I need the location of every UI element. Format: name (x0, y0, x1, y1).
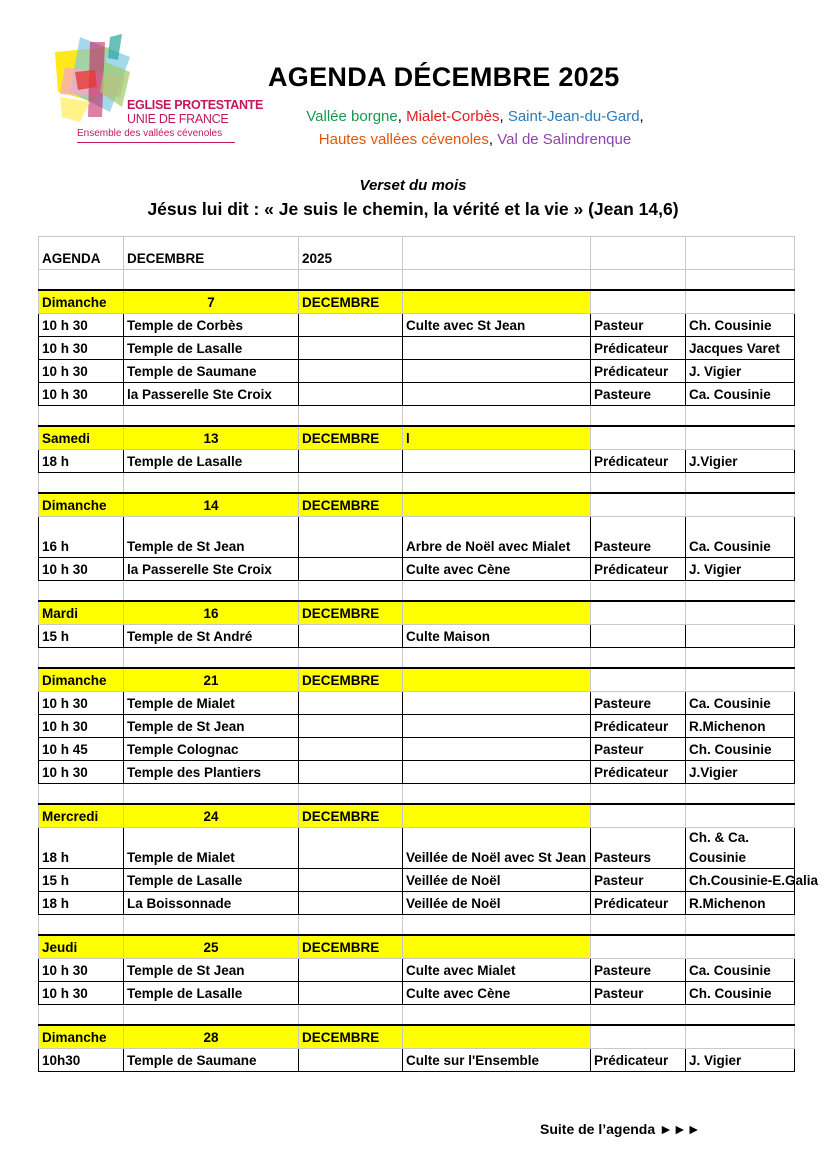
day-note (403, 1025, 591, 1049)
empty-cell (299, 360, 403, 383)
event-time: 10 h 30 (39, 715, 124, 738)
empty-cell (686, 406, 795, 427)
event-time: 18 h (39, 828, 124, 869)
empty-cell (299, 892, 403, 915)
spacer-row (39, 648, 795, 669)
event-role: Pasteur (591, 982, 686, 1005)
day-date: 21 (124, 668, 299, 692)
event-role: Pasteur (591, 314, 686, 337)
event-role: Pasteure (591, 692, 686, 715)
event-place: Temple de St Jean (124, 959, 299, 982)
empty-cell (403, 915, 591, 936)
spacer-row (39, 784, 795, 805)
agenda-table (38, 236, 819, 1072)
empty-cell (299, 1049, 403, 1072)
empty-cell (39, 784, 124, 805)
day-date: 16 (124, 601, 299, 625)
separator: , (397, 108, 402, 125)
empty-cell (124, 473, 299, 494)
event-time: 16 h (39, 517, 124, 558)
empty-cell (686, 915, 795, 936)
event-person: Jacques Varet (686, 337, 795, 360)
event-row (39, 692, 795, 715)
event-title: Culte avec St Jean (403, 314, 591, 337)
event-row (39, 738, 795, 761)
event-place: Temple de St Jean (124, 517, 299, 558)
empty-cell (39, 915, 124, 936)
empty-cell (299, 517, 403, 558)
empty-cell (299, 314, 403, 337)
day-date: 14 (124, 493, 299, 517)
event-time: 10 h 30 (39, 959, 124, 982)
event-place: Temple de Lasalle (124, 337, 299, 360)
event-place: Temple des Plantiers (124, 761, 299, 784)
empty-cell (299, 959, 403, 982)
event-title: Culte avec Mialet (403, 959, 591, 982)
day-month: DECEMBRE (299, 668, 403, 692)
day-note (403, 493, 591, 517)
event-time: 10 h 30 (39, 692, 124, 715)
empty-cell (686, 601, 795, 625)
event-person: J.Vigier (686, 450, 795, 473)
empty-cell (686, 426, 795, 450)
event-role: Prédicateur (591, 450, 686, 473)
event-row (39, 383, 795, 406)
event-row (39, 761, 795, 784)
event-row (39, 892, 795, 915)
empty-cell (591, 935, 686, 959)
event-title (403, 450, 591, 473)
event-row (39, 959, 795, 982)
day-row (39, 601, 795, 625)
event-row (39, 869, 795, 892)
day-note (403, 668, 591, 692)
empty-cell (39, 581, 124, 602)
empty-cell (124, 915, 299, 936)
empty-cell (299, 715, 403, 738)
verse-title: Verset du mois (359, 177, 467, 194)
empty-cell (299, 915, 403, 936)
event-place: Temple de St André (124, 625, 299, 648)
spacer-row (39, 581, 795, 602)
day-date: 24 (124, 804, 299, 828)
empty-cell (686, 804, 795, 828)
event-time: 10 h 30 (39, 558, 124, 581)
event-place: Temple de Corbès (124, 314, 299, 337)
event-place: la Passerelle Ste Croix (124, 558, 299, 581)
event-row (39, 360, 795, 383)
empty-cell (591, 493, 686, 517)
empty-cell (299, 869, 403, 892)
empty-cell (591, 473, 686, 494)
empty-cell (299, 738, 403, 761)
empty-cell (124, 406, 299, 427)
day-month: DECEMBRE (299, 426, 403, 450)
day-date: 13 (124, 426, 299, 450)
event-row (39, 517, 795, 558)
empty-cell (591, 270, 686, 291)
day-day: Mardi (39, 601, 124, 625)
event-person: Ch. Cousinie (686, 982, 795, 1005)
empty-cell (39, 648, 124, 669)
empty-cell (299, 450, 403, 473)
event-role: Prédicateur (591, 761, 686, 784)
empty-cell (686, 270, 795, 291)
empty-cell (591, 804, 686, 828)
day-row (39, 935, 795, 959)
empty-cell (591, 290, 686, 314)
event-title: Culte sur l'Ensemble (403, 1049, 591, 1072)
day-day: Dimanche (39, 668, 124, 692)
event-role: Prédicateur (591, 337, 686, 360)
empty-cell (686, 935, 795, 959)
event-place: Temple de St Jean (124, 715, 299, 738)
empty-cell (124, 648, 299, 669)
empty-cell (124, 270, 299, 291)
day-day: Dimanche (39, 1025, 124, 1049)
event-place: la Passerelle Ste Croix (124, 383, 299, 406)
event-title (403, 692, 591, 715)
event-title (403, 360, 591, 383)
day-day: Dimanche (39, 493, 124, 517)
empty-cell (686, 648, 795, 669)
event-role: Pasteur (591, 738, 686, 761)
empty-cell (686, 581, 795, 602)
separator: , (639, 108, 644, 125)
day-row (39, 668, 795, 692)
day-day: Mercredi (39, 804, 124, 828)
event-person: Ch. Cousinie (686, 738, 795, 761)
continued-note: Suite de l’agenda ►►► (540, 1121, 701, 1137)
event-time: 10 h 30 (39, 982, 124, 1005)
event-place: Temple de Lasalle (124, 450, 299, 473)
event-person: Ca. Cousinie (686, 517, 795, 558)
empty-cell (299, 558, 403, 581)
event-place: Temple Colognac (124, 738, 299, 761)
event-place: Temple de Lasalle (124, 869, 299, 892)
logo-line-1: EGLISE PROTESTANTE (127, 98, 264, 112)
parish-list (240, 105, 710, 151)
event-title (403, 715, 591, 738)
empty-cell (403, 473, 591, 494)
day-month: DECEMBRE (299, 804, 403, 828)
day-row (39, 426, 795, 450)
event-title: Veillée de Noël avec St Jean (403, 828, 591, 869)
event-role: Pasteure (591, 383, 686, 406)
event-person (686, 625, 795, 648)
empty-cell (403, 406, 591, 427)
day-date: 25 (124, 935, 299, 959)
event-time: 10 h 30 (39, 383, 124, 406)
event-person: J. Vigier (686, 1049, 795, 1072)
event-row (39, 450, 795, 473)
empty-cell (299, 383, 403, 406)
event-place: La Boissonnade (124, 892, 299, 915)
event-title: Veillée de Noël (403, 869, 591, 892)
day-day: Jeudi (39, 935, 124, 959)
event-person: Ch. Cousinie (686, 314, 795, 337)
empty-cell (299, 784, 403, 805)
event-role: Prédicateur (591, 1049, 686, 1072)
day-row (39, 1025, 795, 1049)
event-time: 10 h 30 (39, 360, 124, 383)
event-time: 10h30 (39, 1049, 124, 1072)
event-role: Prédicateur (591, 360, 686, 383)
event-role: Prédicateur (591, 558, 686, 581)
event-time: 15 h (39, 625, 124, 648)
event-row (39, 982, 795, 1005)
day-note (403, 290, 591, 314)
empty-cell (299, 270, 403, 291)
header-cell (686, 237, 795, 270)
event-place: Temple de Mialet (124, 828, 299, 869)
header-row (39, 237, 795, 270)
event-person: Ch. & Ca. Cousinie (686, 828, 795, 869)
day-month: DECEMBRE (299, 601, 403, 625)
event-place: Temple de Saumane (124, 1049, 299, 1072)
separator: , (499, 108, 504, 125)
event-time: 10 h 30 (39, 337, 124, 360)
header-cell: DECEMBRE (124, 237, 299, 270)
event-title (403, 337, 591, 360)
day-day: Dimanche (39, 290, 124, 314)
day-date: 7 (124, 290, 299, 314)
event-person: J. Vigier (686, 558, 795, 581)
event-row (39, 715, 795, 738)
header-cell (591, 237, 686, 270)
event-title: Culte avec Cène (403, 558, 591, 581)
day-note (403, 804, 591, 828)
event-person: R.Michenon (686, 715, 795, 738)
empty-cell (124, 581, 299, 602)
event-place: Temple de Mialet (124, 692, 299, 715)
event-person: J. Vigier (686, 360, 795, 383)
empty-cell (39, 406, 124, 427)
empty-cell (299, 581, 403, 602)
empty-cell (686, 1005, 795, 1026)
event-person: R.Michenon (686, 892, 795, 915)
header-cell: AGENDA (39, 237, 124, 270)
empty-cell (299, 473, 403, 494)
day-date: 28 (124, 1025, 299, 1049)
event-role: Pasteurs (591, 828, 686, 869)
event-role: Pasteur (591, 869, 686, 892)
empty-cell (299, 692, 403, 715)
day-month: DECEMBRE (299, 935, 403, 959)
day-note (403, 935, 591, 959)
day-note: l (403, 426, 591, 450)
event-person: Ca. Cousinie (686, 959, 795, 982)
day-month: DECEMBRE (299, 493, 403, 517)
event-time: 18 h (39, 450, 124, 473)
event-time: 10 h 30 (39, 761, 124, 784)
event-role (591, 625, 686, 648)
verse-text: Jésus lui dit : « Je suis le chemin, la vérité et la vie » (Jean 14,6) (147, 199, 679, 219)
empty-cell (39, 1005, 124, 1026)
spacer-row (39, 915, 795, 936)
empty-cell (591, 426, 686, 450)
header-cell (403, 237, 591, 270)
empty-cell (299, 406, 403, 427)
day-month: DECEMBRE (299, 290, 403, 314)
event-time: 10 h 30 (39, 314, 124, 337)
empty-cell (299, 828, 403, 869)
empty-cell (299, 648, 403, 669)
day-day: Samedi (39, 426, 124, 450)
event-title: Culte Maison (403, 625, 591, 648)
event-person: Ca. Cousinie (686, 383, 795, 406)
logo-rule (77, 142, 235, 143)
event-person: Ca. Cousinie (686, 692, 795, 715)
empty-cell (591, 1025, 686, 1049)
event-role: Pasteure (591, 517, 686, 558)
spacer-row (39, 473, 795, 494)
parish-5: Val de Salindrenque (497, 131, 632, 148)
spacer-row (39, 406, 795, 427)
empty-cell (39, 473, 124, 494)
empty-cell (686, 784, 795, 805)
empty-cell (403, 784, 591, 805)
empty-cell (299, 761, 403, 784)
event-place: Temple de Lasalle (124, 982, 299, 1005)
logo-line-3: Ensemble des vallées cévenoles (77, 128, 223, 139)
spacer-row (39, 270, 795, 291)
parish-4: Hautes vallées cévenoles (318, 131, 489, 148)
event-title: Culte avec Cène (403, 982, 591, 1005)
empty-cell (686, 290, 795, 314)
empty-cell (39, 270, 124, 291)
empty-cell (591, 668, 686, 692)
empty-cell (403, 581, 591, 602)
day-row (39, 290, 795, 314)
page-title: AGENDA DÉCEMBRE 2025 (268, 62, 620, 92)
spacer-row (39, 1005, 795, 1026)
empty-cell (299, 625, 403, 648)
empty-cell (124, 1005, 299, 1026)
empty-cell (591, 648, 686, 669)
event-title: Arbre de Noël avec Mialet (403, 517, 591, 558)
empty-cell (591, 406, 686, 427)
parish-2: Mialet-Corbès (406, 108, 500, 125)
event-row (39, 337, 795, 360)
day-row (39, 493, 795, 517)
event-time: 10 h 45 (39, 738, 124, 761)
day-note (403, 601, 591, 625)
empty-cell (686, 668, 795, 692)
parish-3: Saint-Jean-du-Gard (507, 108, 640, 125)
empty-cell (591, 915, 686, 936)
empty-cell (591, 601, 686, 625)
empty-cell (591, 581, 686, 602)
event-title (403, 738, 591, 761)
event-person: Ch.Cousinie-E.Galia (686, 869, 795, 892)
logo-line-2: UNIE DE FRANCE (127, 112, 229, 126)
empty-cell (403, 270, 591, 291)
event-title (403, 383, 591, 406)
event-time: 18 h (39, 892, 124, 915)
empty-cell (591, 1005, 686, 1026)
church-logo (50, 32, 264, 148)
event-time: 15 h (39, 869, 124, 892)
event-title: Veillée de Noël (403, 892, 591, 915)
event-role: Pasteure (591, 959, 686, 982)
empty-cell (403, 648, 591, 669)
empty-cell (299, 1005, 403, 1026)
empty-cell (686, 1025, 795, 1049)
event-role: Prédicateur (591, 892, 686, 915)
event-title (403, 761, 591, 784)
empty-cell (299, 337, 403, 360)
event-place: Temple de Saumane (124, 360, 299, 383)
parish-1: Vallée borgne (306, 108, 398, 125)
empty-cell (124, 784, 299, 805)
day-month: DECEMBRE (299, 1025, 403, 1049)
empty-cell (403, 1005, 591, 1026)
event-person: J.Vigier (686, 761, 795, 784)
header-cell: 2025 (299, 237, 403, 270)
day-row (39, 804, 795, 828)
empty-cell (591, 784, 686, 805)
empty-cell (686, 493, 795, 517)
empty-cell (686, 473, 795, 494)
event-role: Prédicateur (591, 715, 686, 738)
event-row (39, 828, 795, 869)
event-row (39, 1049, 795, 1072)
empty-cell (299, 982, 403, 1005)
separator: , (488, 131, 494, 148)
event-row (39, 314, 795, 337)
event-row (39, 625, 795, 648)
event-row (39, 558, 795, 581)
